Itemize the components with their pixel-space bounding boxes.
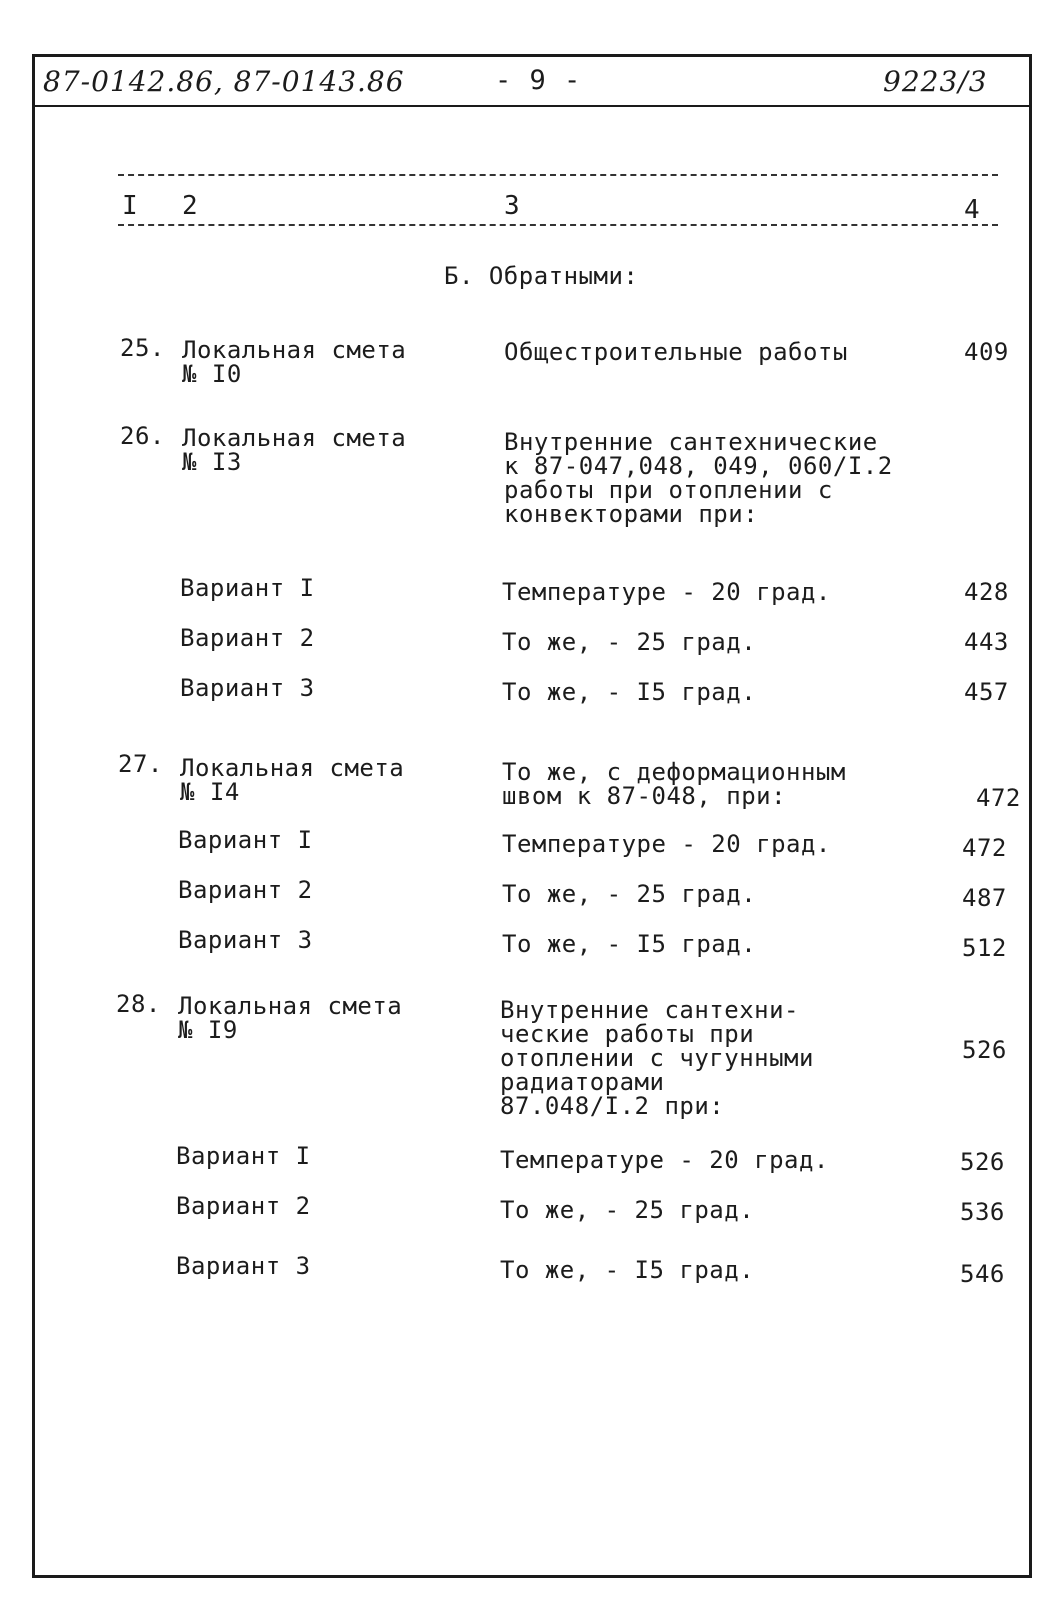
entry-description-line: к 87-047,048, 049, 060/I.2 <box>504 452 893 480</box>
variant-page: 512 <box>962 934 1007 962</box>
variant-label: Вариант 2 <box>176 1192 311 1220</box>
entry-description-line: То же, с деформационным <box>502 758 846 786</box>
entry-description-line: ческие работы при <box>500 1020 755 1048</box>
column-number-2: 2 <box>182 191 198 221</box>
variant-page: 457 <box>964 678 1009 706</box>
variant-page: 546 <box>960 1260 1005 1288</box>
section-title: Б. Обратными: <box>444 262 639 290</box>
entry-page: 526 <box>962 1036 1007 1064</box>
entry-name: Локальная смета <box>182 336 407 364</box>
entry-number: 28. <box>116 990 161 1018</box>
entry-description-line: Внутренние сантехни- <box>500 996 799 1024</box>
variant-description: То же, - I5 град. <box>500 1256 755 1284</box>
variant-description: То же, - I5 град. <box>502 930 757 958</box>
column-number-1: I <box>122 191 138 221</box>
variant-page: 443 <box>964 628 1009 656</box>
variant-label: Вариант 3 <box>180 674 315 702</box>
entry-estimate-number: № I9 <box>178 1016 238 1044</box>
entry-page: 409 <box>964 338 1009 366</box>
variant-description: Температуре - 20 град. <box>502 830 831 858</box>
variant-description: То же, - I5 град. <box>502 678 757 706</box>
table-top-rule <box>118 174 998 176</box>
entry-description-line: отоплении с чугунными <box>500 1044 814 1072</box>
variant-description: То же, - 25 град. <box>502 880 757 908</box>
variant-label: Вариант I <box>180 574 315 602</box>
variant-label: Вариант I <box>178 826 313 854</box>
entry-estimate-number: № I3 <box>182 448 242 476</box>
variant-label: Вариант I <box>176 1142 311 1170</box>
entry-description-line: радиаторами <box>500 1068 665 1096</box>
entry-description: Общестроительные работы <box>504 338 848 366</box>
entry-estimate-number: № I0 <box>182 360 242 388</box>
variant-page: 526 <box>960 1148 1005 1176</box>
document-codes: 87-0142.86, 87-0143.86 <box>43 65 405 98</box>
entry-name: Локальная смета <box>182 424 407 452</box>
variant-description: Температуре - 20 град. <box>502 578 831 606</box>
entry-name: Локальная смета <box>180 754 405 782</box>
variant-label: Вариант 3 <box>178 926 313 954</box>
entry-description-line: швом к 87-048, при: <box>502 782 787 810</box>
entry-description-line: конвекторами при: <box>504 500 759 528</box>
entry-number: 26. <box>120 422 165 450</box>
variant-page: 472 <box>962 834 1007 862</box>
entry-description-line: 87.048/I.2 при: <box>500 1092 725 1120</box>
variant-label: Вариант 2 <box>178 876 313 904</box>
variant-page: 487 <box>962 884 1007 912</box>
entry-description-line: Внутренние сантехнические <box>504 428 878 456</box>
variant-description: Температуре - 20 град. <box>500 1146 829 1174</box>
variant-description: То же, - 25 град. <box>500 1196 755 1224</box>
document-header <box>35 57 1029 107</box>
entry-page: 472 <box>976 784 1021 812</box>
variant-label: Вариант 2 <box>180 624 315 652</box>
entry-number: 25. <box>120 334 165 362</box>
variant-page: 428 <box>964 578 1009 606</box>
column-number-3: 3 <box>504 191 520 221</box>
page-number: - 9 - <box>495 65 582 96</box>
entry-number: 27. <box>118 750 163 778</box>
entry-description-line: работы при отоплении с <box>504 476 833 504</box>
entry-estimate-number: № I4 <box>180 778 240 806</box>
table-header-rule <box>118 224 998 226</box>
column-number-4: 4 <box>964 195 980 225</box>
variant-page: 536 <box>960 1198 1005 1226</box>
document-number: 9223/3 <box>883 65 988 98</box>
variant-label: Вариант 3 <box>176 1252 311 1280</box>
entry-name: Локальная смета <box>178 992 403 1020</box>
variant-description: То же, - 25 град. <box>502 628 757 656</box>
